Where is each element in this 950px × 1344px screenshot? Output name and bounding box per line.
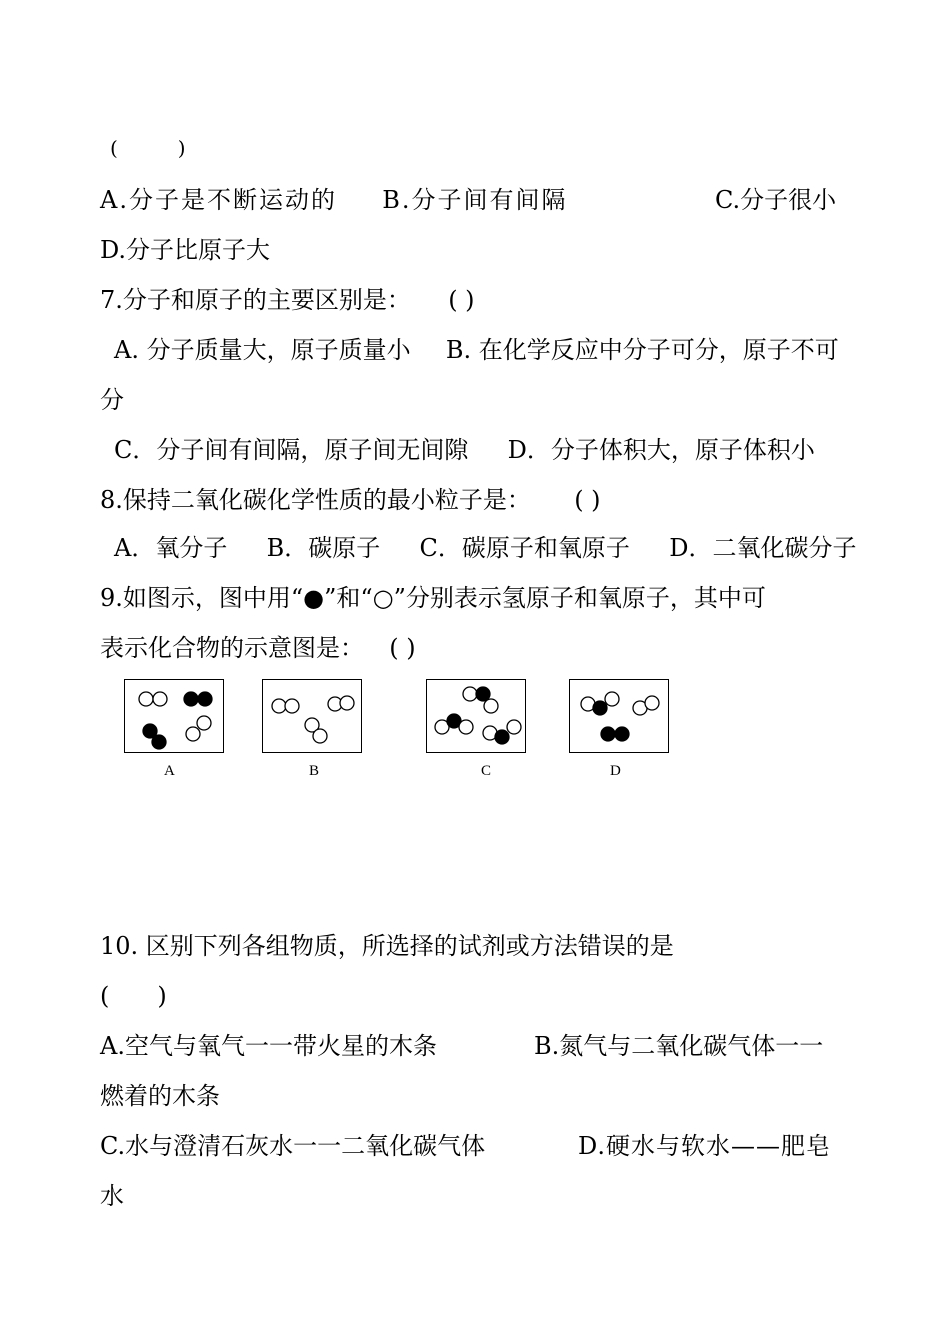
q8-option-d: D．二氧化碳分子 — [669, 534, 857, 562]
q6-option-d: D.分子比原子大 — [100, 236, 271, 264]
figure-c-box — [426, 679, 526, 753]
q10-option-b: B.氮气与二氧化碳气体一一 — [534, 1032, 824, 1060]
q10-answer-paren: ( ) — [100, 982, 167, 1010]
q10-option-d: D.硬水与软水——肥皂 — [578, 1132, 832, 1160]
q6-option-b: B.分子间有间隔 — [382, 186, 568, 214]
q7-option-b-cont: 分 — [100, 386, 124, 414]
figure-a-box — [124, 679, 224, 753]
q8-option-c: C．碳原子和氧原子 — [419, 534, 630, 562]
q7-option-d: D．分子体积大，原子体积小 — [507, 436, 815, 464]
q10-option-c: C.水与澄清石灰水一一二氧化碳气体 — [100, 1132, 486, 1160]
figure-d-label: D — [610, 763, 621, 779]
q10-option-b-cont: 燃着的木条 — [100, 1082, 220, 1110]
figure-d-diagram — [570, 680, 670, 754]
q6-answer-paren: ( ) — [110, 136, 186, 160]
q10-stem: 10. 区别下列各组物质，所选择的试剂或方法错误的是 — [100, 932, 674, 960]
q9-stem-line1: 9.如图示，图中用“●”和“○”分别表示氢原子和氧原子，其中可 — [100, 584, 766, 612]
figure-b-label: B — [309, 763, 320, 779]
q10-option-a: A.空气与氧气一一带火星的木条 — [100, 1032, 437, 1060]
figure-b-diagram — [263, 680, 363, 754]
q8-stem: 8.保持二氧化碳化学性质的最小粒子是： — [100, 486, 531, 514]
figure-d-box — [569, 679, 669, 753]
figure-c-diagram — [427, 680, 527, 754]
q8-option-a: A．氧分子 — [114, 534, 228, 562]
q9-answer-paren: ( ) — [389, 634, 416, 662]
q7-options-ab — [114, 335, 839, 365]
q7-answer-paren: ( ) — [448, 286, 475, 314]
q8-options-row — [114, 533, 856, 563]
figure-b-box — [262, 679, 362, 753]
q6-options-row — [100, 185, 568, 215]
q8-option-b: B．碳原子 — [266, 534, 381, 562]
figure-a-diagram — [125, 680, 225, 754]
q8-stem-row — [100, 485, 601, 515]
q6-option-a: A.分子是不断运动的 — [100, 186, 337, 214]
q7-options-cd — [114, 435, 815, 465]
q7-option-a: A. 分子质量大，原子质量小 — [114, 336, 411, 364]
q9-stem-line2-row — [100, 633, 416, 663]
q7-option-b: B. 在化学反应中分子可分，原子不可 — [445, 336, 839, 364]
q7-stem: 7.分子和原子的主要区别是： — [100, 286, 411, 314]
q9-stem-line2: 表示化合物的示意图是： — [100, 634, 364, 662]
q7-stem-row — [100, 285, 475, 315]
figure-c-label: C — [481, 763, 492, 779]
figure-a-label: A — [164, 763, 175, 779]
q6-option-c: C.分子很小 — [715, 186, 837, 214]
q10-option-d-cont: 水 — [100, 1182, 124, 1210]
q7-option-c: C．分子间有间隔，原子间无间隙 — [114, 436, 469, 464]
q8-answer-paren: ( ) — [574, 486, 601, 514]
